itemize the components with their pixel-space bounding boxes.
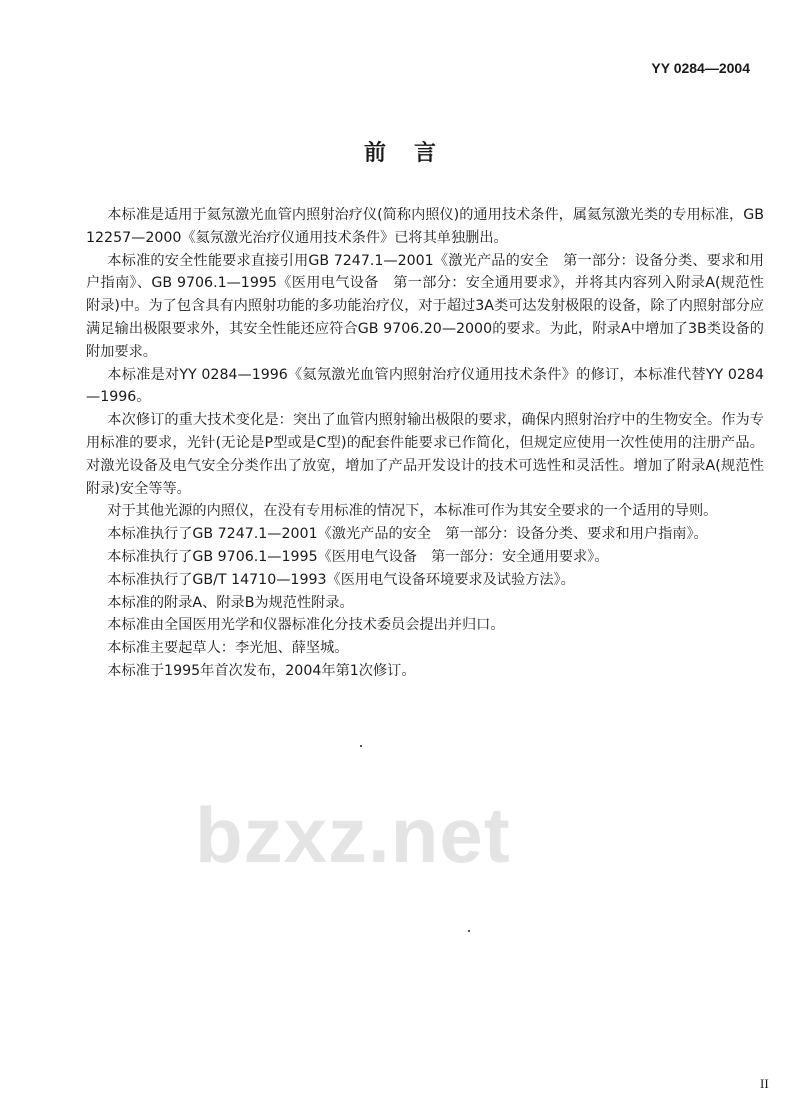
- page-number: II: [760, 1076, 769, 1091]
- paragraph: 本次修订的重大技术变化是：突出了血管内照射输出极限的要求，确保内照射治疗中的生物安全。作为专用标准的要求，光针(无论是P型或是C型)的配套件能要求已作简化，但规定应使用一次性使用的注册产品。对激光设备及电气安全分类作出了放宽，增加了产品开发设计的技术可选性和灵活性。增加了附录A(规范性附录)安全等等。: [86, 412, 764, 497]
- paragraph: 对于其他光源的内照仪，在没有专用标准的情况下，本标准可作为其安全要求的一个适用的导则。: [107, 503, 718, 520]
- paragraph: 本标准执行了GB 7247.1—2001《激光产品的安全 第一部分：设备分类、要求和用户指南》。: [107, 526, 708, 543]
- paragraph: 本标准执行了GB/T 14710—1993《医用电气设备环境要求及试验方法》。: [107, 571, 575, 588]
- scan-speck: [468, 930, 470, 932]
- paragraph: 本标准是对YY 0284—1996《氦氖激光血管内照射治疗仪通用技术条件》的修订，本标准代替YY 0284—1996。: [86, 366, 764, 406]
- paragraph: 本标准主要起草人：李光旭、薛坚城。: [107, 640, 349, 657]
- standard-code-header: YY 0284—2004: [651, 60, 750, 76]
- foreword-body: [86, 204, 764, 683]
- watermark: bzxz.net: [195, 791, 511, 879]
- paragraph: 本标准于1995年首次发布，2004年第1次修订。: [107, 662, 416, 679]
- paragraph: 本标准的附录A、附录B为规范性附录。: [107, 594, 354, 611]
- paragraph: 本标准执行了GB 9706.1—1995《医用电气设备 第一部分：安全通用要求》。: [107, 548, 609, 565]
- scan-speck: [360, 745, 362, 747]
- paragraph: 本标准是适用于氦氖激光血管内照射治疗仪(简称内照仪)的通用技术条件，属氦氖激光类的专用标准，GB 12257—2000《氦氖激光治疗仪通用技术条件》已将其单独删出。: [86, 207, 764, 246]
- page-title: 前言: [363, 141, 464, 166]
- paragraph: 本标准由全国医用光学和仪器标准化分技术委员会提出并归口。: [107, 617, 505, 634]
- paragraph: 本标准的安全性能要求直接引用GB 7247.1—2001《激光产品的安全 第一部分：设备分类、要求和用户指南》、GB 9706.1—1995《医用电气设备 第一部分：安全通用要求》，并将其内容列入附录A(规范性附录)中。为了包含具有内照射功能的多功能治疗仪，对于超过3A类可达发射极限的设备，除了内照射部分应满足输出极限要求外，其安全性能还应符合GB 9706.20—2000的要求。为此，附录A中增加了3B类设备的附加要求。: [86, 252, 764, 360]
